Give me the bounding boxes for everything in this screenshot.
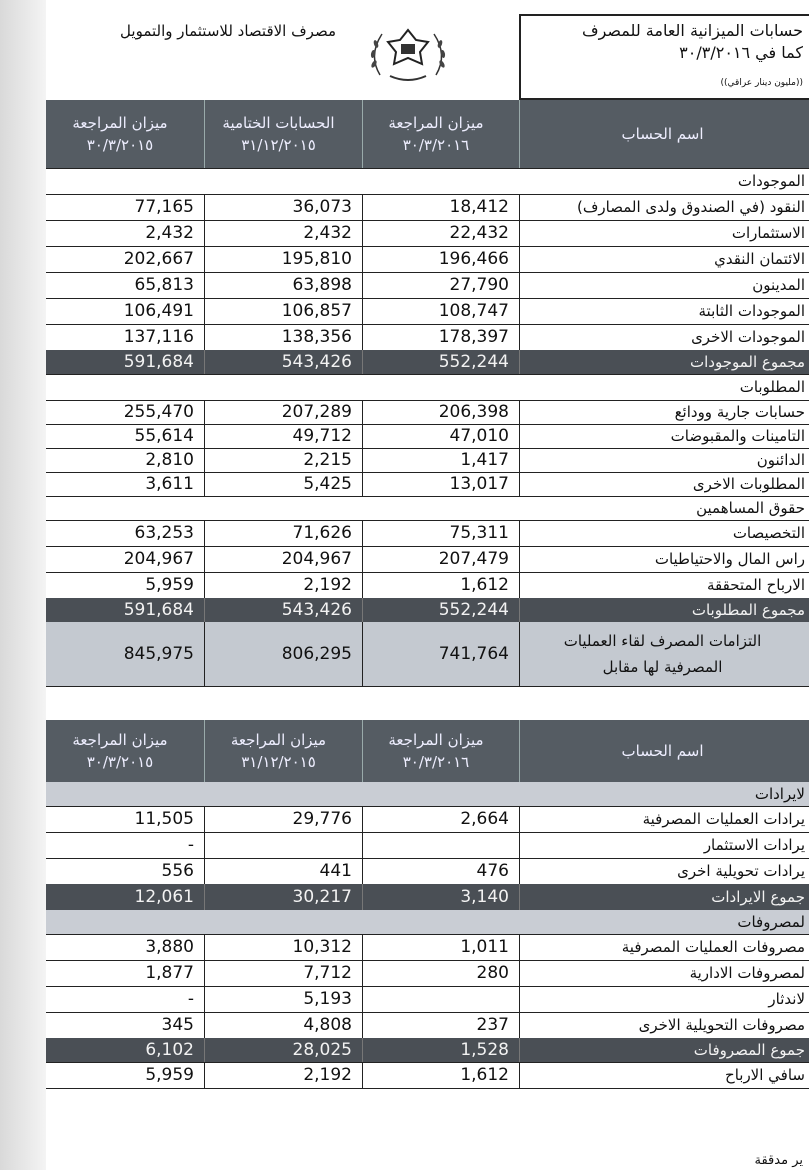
account-header: اسم الحساب	[621, 125, 704, 143]
value-2015-q1: 11,505	[134, 809, 194, 829]
value-2015-final: 63,898	[204, 272, 362, 298]
value-2016-q1: 237	[362, 1012, 520, 1038]
value-2015-q1: -	[187, 835, 194, 855]
account-name: راس المال والاحتياطيات	[654, 550, 805, 568]
value-2016-q1	[362, 832, 520, 858]
account-name: جموع الايرادات	[711, 888, 805, 906]
section-heading: الموجودات	[46, 168, 809, 195]
value-2015-q1: 12,061	[134, 887, 194, 907]
value-2015-final: 2,432	[204, 220, 362, 246]
value-2015-q1: 204,967	[123, 549, 194, 569]
value-2015-q1: 63,253	[134, 523, 194, 543]
expense-row	[46, 960, 809, 987]
section-heading	[46, 910, 809, 935]
liability-row	[46, 448, 809, 473]
value-2016-q1: 1,528	[362, 1038, 520, 1062]
value-2015-final: 2,192	[204, 1062, 362, 1088]
value-2015-q1: 3,611	[145, 474, 194, 494]
report-title: حسابات الميزانية العامة للمصرف	[582, 21, 803, 40]
commitments-label: المصرفية لها مقابل	[602, 658, 723, 676]
value-2015-q1: -	[187, 989, 194, 1009]
currency-note: ((مليون دينار عراقي))	[720, 78, 803, 88]
scan-page-edge	[0, 0, 46, 1170]
account-name: مجموع المطلوبات	[691, 601, 805, 619]
commitments-label: التزامات المصرف لقاء العمليات	[563, 632, 762, 650]
net-profit-row	[46, 1062, 809, 1089]
value-2015-q1: 106,491	[123, 301, 194, 321]
value-2016-q1: 1,612	[362, 572, 520, 598]
value-2015-final: 106,857	[204, 298, 362, 324]
equity-row	[46, 520, 809, 547]
account-name: يرادات الاستثمار	[703, 836, 805, 854]
value-2015-final: 5,425	[204, 472, 362, 496]
section-heading-label: المطلوبات	[739, 378, 805, 396]
account-name	[520, 622, 809, 686]
commitments-row	[46, 622, 809, 687]
value-2015-q1: 202,667	[123, 249, 194, 269]
value-2015-final: 207,289	[204, 400, 362, 424]
value-2016-q1: 280	[362, 960, 520, 986]
report-date: كما في ٣٠/٣/٢٠١٦	[679, 43, 803, 62]
value-2015-q1: 1,877	[145, 963, 194, 983]
value-2015-final: 36,073	[204, 194, 362, 220]
account-name: الائتمان النقدي	[714, 250, 805, 268]
value-2015-final: 543,426	[204, 350, 362, 374]
value-2015-final: 543,426	[204, 598, 362, 622]
income-account-header: اسم الحساب	[621, 742, 704, 760]
account-name: يرادات تحويلية اخرى	[677, 862, 805, 880]
expense-total-row	[46, 1038, 809, 1063]
income-col2-header: ميزان المراجعة ٣١/١٢/٢٠١٥	[204, 720, 362, 782]
value-2016-q1: 1,417	[362, 448, 520, 472]
value-2015-q1: 2,432	[145, 223, 194, 243]
value-2016-q1: 47,010	[362, 424, 520, 448]
value-2015-final: 7,712	[204, 960, 362, 986]
value-2016-q1: 552,244	[362, 350, 520, 374]
account-name: مصروفات التحويلية الاخرى	[638, 1016, 805, 1034]
value-2015-final: 204,967	[204, 546, 362, 572]
value-2015-q1: 65,813	[134, 275, 194, 295]
value-2016-q1: 27,790	[362, 272, 520, 298]
section-heading-label: حقوق المساهمين	[696, 499, 805, 517]
value-2016-q1: 178,397	[362, 324, 520, 350]
section-heading	[46, 496, 809, 521]
income-col1-header: ميزان المراجعة ٣٠/٣/٢٠١٦	[362, 720, 520, 782]
value-2015-q1: 845,975	[123, 644, 194, 664]
account-name: سافي الارباح	[725, 1066, 805, 1084]
value-2015-final: 30,217	[204, 884, 362, 910]
value-2016-q1: 22,432	[362, 220, 520, 246]
value-2015-final: 29,776	[204, 806, 362, 832]
value-2016-q1: 18,412	[362, 194, 520, 220]
asset-row	[46, 324, 809, 351]
value-2015-q1: 345	[161, 1015, 194, 1035]
col3-title: ميزان المراجعة	[72, 114, 168, 132]
value-2015-final: 5,193	[204, 986, 362, 1012]
account-name: الارباح المتحققة	[707, 576, 805, 594]
asset-row	[46, 298, 809, 325]
income-col3-header: ميزان المراجعة ٣٠/٣/٢٠١٥	[72, 731, 168, 771]
account-name: حسابات جارية وودائع	[674, 403, 805, 421]
value-2016-q1: 1,011	[362, 934, 520, 960]
account-name: الاستثمارات	[731, 224, 805, 242]
asset-row	[46, 246, 809, 273]
account-name: يرادات العمليات المصرفية	[642, 810, 805, 828]
account-name: الدائنون	[756, 451, 805, 469]
revenue-row	[46, 806, 809, 833]
value-2015-final: 2,192	[204, 572, 362, 598]
account-name: الموجودات الاخرى	[691, 328, 805, 346]
section-heading-label: لايرادات	[754, 785, 805, 803]
equity-row	[46, 546, 809, 573]
value-2015-final: 2,215	[204, 448, 362, 472]
liabilities-total-row	[46, 598, 809, 623]
balance-sheet-table	[46, 100, 809, 720]
value-2015-final: 138,356	[204, 324, 362, 350]
bank-name: مصرف الاقتصاد للاستثمار والتمويل	[120, 22, 336, 40]
value-2016-q1: 196,466	[362, 246, 520, 272]
account-name: التامينات والمقبوضات	[670, 427, 805, 445]
account-name: جموع المصروفات	[693, 1041, 805, 1059]
asset-row	[46, 220, 809, 247]
value-2015-final: 71,626	[204, 520, 362, 546]
col1-date: ٣٠/٣/٢٠١٦	[402, 136, 470, 154]
value-2015-final: 195,810	[204, 246, 362, 272]
value-2016-q1: 207,479	[362, 546, 520, 572]
value-2015-q1: 6,102	[145, 1040, 194, 1060]
value-2015-final	[204, 832, 362, 858]
account-name: لاندثار	[768, 990, 805, 1008]
account-name: لمصروفات الادارية	[689, 964, 805, 982]
value-2016-q1: 1,612	[362, 1062, 520, 1088]
value-2015-q1: 77,165	[134, 197, 194, 217]
value-2015-q1: 137,116	[123, 327, 194, 347]
revenue-total-row	[46, 884, 809, 911]
value-2016-q1: 476	[362, 858, 520, 884]
value-2015-q1: 255,470	[123, 402, 194, 422]
value-2015-q1: 591,684	[123, 600, 194, 620]
col2-date: ٣١/١٢/٢٠١٥	[241, 136, 316, 154]
section-heading-label: لمصروفات	[737, 913, 805, 931]
expense-row	[46, 934, 809, 961]
expense-row	[46, 986, 809, 1013]
value-2015-q1: 2,810	[145, 450, 194, 470]
value-2015-final: 28,025	[204, 1038, 362, 1062]
value-2015-final: 4,808	[204, 1012, 362, 1038]
report-title-box	[519, 14, 809, 100]
account-name: مجموع الموجودات	[689, 353, 805, 371]
assets-total-row	[46, 350, 809, 375]
account-name: المطلوبات الاخرى	[692, 475, 805, 493]
liability-row	[46, 424, 809, 449]
value-2016-q1: 13,017	[362, 472, 520, 496]
col2-title: الحسابات الختامية	[222, 114, 335, 132]
value-2015-final: 441	[204, 858, 362, 884]
value-2016-q1: 3,140	[362, 884, 520, 910]
liability-row	[46, 472, 809, 497]
col1-header	[362, 100, 520, 168]
value-2016-q1: 206,398	[362, 400, 520, 424]
col1-title: ميزان المراجعة	[388, 114, 484, 132]
value-2015-q1: 55,614	[134, 426, 194, 446]
value-2015-q1: 591,684	[123, 352, 194, 372]
asset-row	[46, 272, 809, 299]
account-name: التخصيصات	[732, 524, 805, 542]
col3-date: ٣٠/٣/٢٠١٥	[86, 136, 154, 154]
value-2015-q1: 3,880	[145, 937, 194, 957]
equity-row	[46, 572, 809, 599]
value-2016-q1: 75,311	[362, 520, 520, 546]
section-heading	[46, 374, 809, 401]
value-2016-q1: 552,244	[362, 598, 520, 622]
revenue-row	[46, 832, 809, 859]
value-2015-final: 806,295	[204, 622, 362, 686]
value-2015-q1: 5,959	[145, 1065, 194, 1085]
table-header	[46, 100, 809, 169]
section-heading	[46, 782, 809, 807]
value-2015-q1: 5,959	[145, 575, 194, 595]
account-name: النقود (في الصندوق ولدى المصارف)	[577, 198, 805, 216]
liability-row	[46, 400, 809, 425]
value-2016-q1: 741,764	[362, 622, 520, 686]
footer-note: ير مدققة	[754, 1153, 803, 1168]
revenue-row	[46, 858, 809, 885]
value-2016-q1: 108,747	[362, 298, 520, 324]
bank-logo-icon	[360, 20, 456, 90]
col2-header	[204, 100, 362, 168]
asset-row	[46, 194, 809, 221]
account-name: مصروفات العمليات المصرفية	[621, 938, 805, 956]
value-2015-final: 10,312	[204, 934, 362, 960]
expense-row	[46, 1012, 809, 1039]
value-2016-q1: 2,664	[362, 806, 520, 832]
account-name: المدينون	[752, 276, 805, 294]
value-2016-q1	[362, 986, 520, 1012]
value-2015-final: 49,712	[204, 424, 362, 448]
account-name: الموجودات الثابتة	[698, 302, 805, 320]
income-statement-table	[46, 720, 809, 1160]
value-2015-q1: 556	[161, 861, 194, 881]
income-table-header	[46, 720, 809, 783]
col3-header	[46, 100, 204, 168]
